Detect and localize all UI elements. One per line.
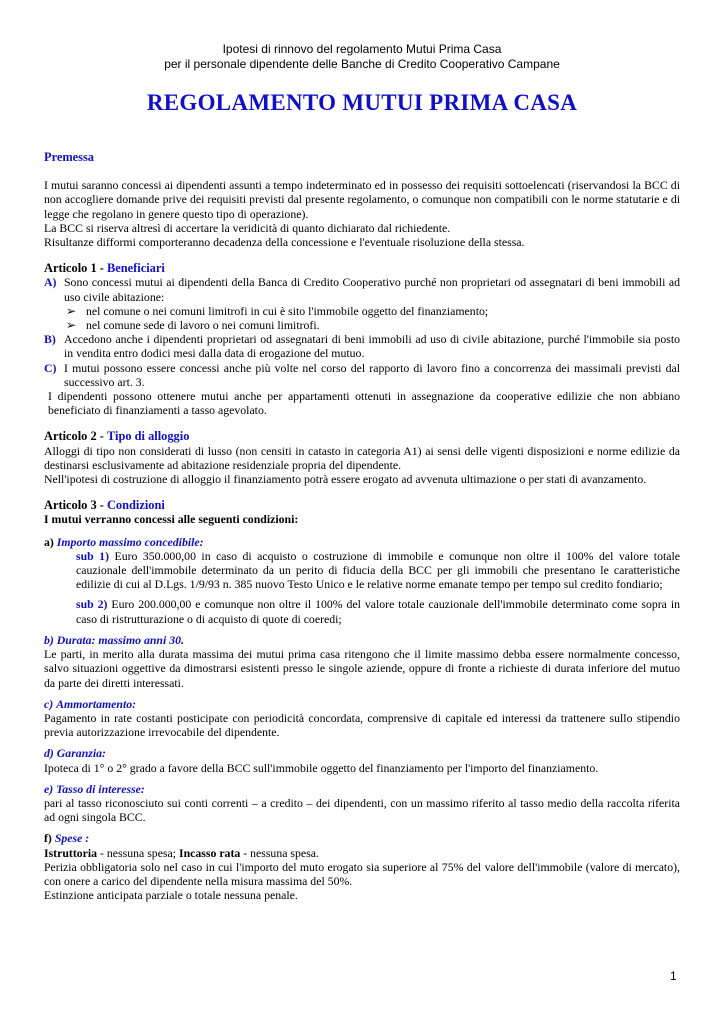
article-2-number: Articolo 2 - <box>44 429 104 444</box>
article-1-item-a <box>44 275 680 303</box>
condition-title: Durata: massimo anni 30. <box>56 632 184 647</box>
istruttoria-text: - nessuna spesa; <box>100 845 177 860</box>
condition-title: Garanzia: <box>56 746 106 761</box>
sub-text: Euro 200.000,00 e comunque non oltre il 100% del valore totale cauzionale dell'immobile determinato come sopra in caso di ristrutturazione o di acquisto di quote di coeredi; <box>76 597 681 626</box>
condition-f-paragraph-1: Perizia obbligatoria solo nel caso in cui l'importo del muto erogato sia superiore al 75% del valore dell'immobile (valore di mercato), con onere a carico del dipendente nella misura massima del 50%. <box>44 859 680 888</box>
document-body <box>44 146 680 902</box>
item-key: A) <box>44 275 57 290</box>
article-1-item-c <box>44 361 680 389</box>
condition-a-sub-2 <box>76 597 680 625</box>
header-line-1: Ipotesi di rinnovo del regolamento Mutui Prima Casa <box>222 42 502 56</box>
condition-title: Ammortamento: <box>56 696 137 711</box>
header-line-2: per il personale dipendente delle Banche di Credito Cooperativo Campane <box>164 57 560 71</box>
condition-key: c) <box>44 696 54 711</box>
article-1-title: Beneficiari <box>106 261 165 276</box>
item-text: Accedono anche i dipendenti proprietari od assegnatari di beni immobili ad uso di civile abitazione, purché l'immobile sia posto in vendita entro dodici mesi dalla data di erogazione del mutuo. <box>64 332 680 361</box>
bullet-arrow-icon: ➢ <box>66 318 76 333</box>
condition-key: f) <box>44 831 52 846</box>
bullet-arrow-icon: ➢ <box>66 303 76 318</box>
article-3-intro: I mutui verranno concessi alle seguenti condizioni: <box>44 512 299 527</box>
article-2-paragraph-1: Alloggi di tipo non considerati di lusso (non censiti in catasto in categoria A1) ai sensi delle vigenti disposizioni e norme edilizie da destinarsi esclusivamente ad abitazione residenziale propria del dipendente. <box>44 443 680 472</box>
condition-f-heading <box>44 831 680 845</box>
condition-title: Importo massimo concedibile: <box>56 534 204 549</box>
premessa-paragraph-3: Risultanze difformi comporteranno decadenza della concessione e l'eventuale risoluzione della stessa. <box>44 235 525 250</box>
page-number: 1 <box>670 969 677 983</box>
sub-text: Euro 350.000,00 in caso di acquisto o costruzione di immobile e comunque non oltre il 100% del valore totale cauzionale dell'immobile determinato da un perito di fiducia della BCC per gli immobili che presentano le caratteristiche edilizie di cui al D.Lgs. 1/9/93 n. 385 nuovo Testo Unico e le relative norme emanate tempo per tempo sul credito fondiario; <box>76 548 680 592</box>
article-3-title: Condizioni <box>106 498 165 513</box>
article-1-heading <box>44 261 680 275</box>
condition-key: e) <box>44 781 54 796</box>
page-title: REGOLAMENTO MUTUI PRIMA CASA <box>146 90 578 115</box>
article-1-bullet-1 <box>66 304 680 318</box>
bullet-text: nel comune sede di lavoro o nei comuni limitrofi. <box>86 318 320 333</box>
article-3-heading <box>44 498 680 512</box>
item-key: C) <box>44 360 57 375</box>
condition-key: b) <box>44 632 54 647</box>
item-text: Sono concessi mutui ai dipendenti della Banca di Credito Cooperativo purché non proprietari od assegnatari di beni immobili ad uso civile abitazione: <box>64 275 680 304</box>
article-1-item-b <box>44 332 680 360</box>
sub-key: sub 1) <box>76 548 110 563</box>
condition-key: d) <box>44 746 54 761</box>
article-3-number: Articolo 3 - <box>44 498 104 513</box>
condition-f-paragraph-2: Estinzione anticipata parziale o totale nessuna penale. <box>44 888 298 903</box>
condition-f-fees <box>44 846 680 860</box>
condition-b-text: Le parti, in merito alla durata massima dei mutui prima casa ritengono che il limite massimo debba essere normalmente concesso, salvo situazioni oggettive da dimostrarsi esistenti presso le singole aziende, oppure di fronte a richieste di durata inferiore del mutuo da parte dei diretti interessati. <box>44 647 680 690</box>
condition-title: Spese : <box>54 831 90 846</box>
incasso-label: Incasso rata <box>179 845 241 860</box>
article-1-bullet-2 <box>66 318 680 332</box>
condition-e-heading <box>44 782 680 796</box>
article-2-heading <box>44 429 680 443</box>
premessa-paragraph-1: I mutui saranno concessi ai dipendenti assunti a tempo indeterminato ed in possesso dei requisiti sottoelencati (riservandosi la BCC di non accogliere domande prive dei requisiti previsti dal presente regolamento, o comunque non compatibili con le norme statutarie e di legge che regolano in genere questo tipo di operazione). <box>44 178 680 221</box>
article-1-number: Articolo 1 - <box>44 261 104 276</box>
sub-key: sub 2) <box>76 597 108 612</box>
bullet-text: nel comune o nei comuni limitrofi in cui è sito l'immobile oggetto del finanziamento; <box>86 303 489 318</box>
item-key: B) <box>44 332 56 347</box>
condition-a-heading <box>44 535 680 549</box>
article-2-paragraph-2: Nell'ipotesi di costruzione di alloggio il finanziamento potrà essere erogato ad avvenuta ultimazione o per stati di avanzamento. <box>44 472 647 487</box>
condition-e-text: pari al tasso riconosciuto sui conti correnti – a credito – dei dipendenti, con un massimo riferito al tasso medio della raccolta riferita ad ogni singola BCC. <box>44 795 680 825</box>
condition-c-heading <box>44 697 680 711</box>
article-1-note: I dipendenti possono ottenere mutui anche per appartamenti ottenuti in assegnazione da cooperative edilizie che non abbiano beneficiato di finanziamenti a tasso agevolato. <box>48 389 680 418</box>
condition-b-heading <box>44 633 680 647</box>
condition-key: a) <box>44 534 54 549</box>
condition-c-text: Pagamento in rate costanti posticipate con periodicità concordata, comprensive di capitale ed interessi da trattenere sullo stipendio previa autorizzazione irrevocabile del dipendente. <box>44 710 680 740</box>
istruttoria-label: Istruttoria <box>44 845 98 860</box>
condition-title: Tasso di interesse: <box>56 781 145 796</box>
condition-d-heading <box>44 746 680 760</box>
document-header <box>0 42 724 72</box>
premessa-paragraph-2: La BCC si riserva altresì di accertare la veridicità di quanto dichiarato dal richiedente. <box>44 220 451 235</box>
item-text: I mutui possono essere concessi anche più volte nel corso del rapporto di lavoro fino a concorrenza dei massimali previsti dal successivo art. 3. <box>64 360 680 389</box>
condition-d-text: Ipoteca di 1° o 2° grado a favore della BCC sull'immobile oggetto del finanziamento per l'importo del finanziamento. <box>44 760 599 775</box>
condition-a-sub-1 <box>76 549 680 592</box>
incasso-text: - nessuna spesa. <box>243 845 319 860</box>
premessa-heading: Premessa <box>44 150 95 164</box>
article-2-title: Tipo di alloggio <box>106 429 190 444</box>
